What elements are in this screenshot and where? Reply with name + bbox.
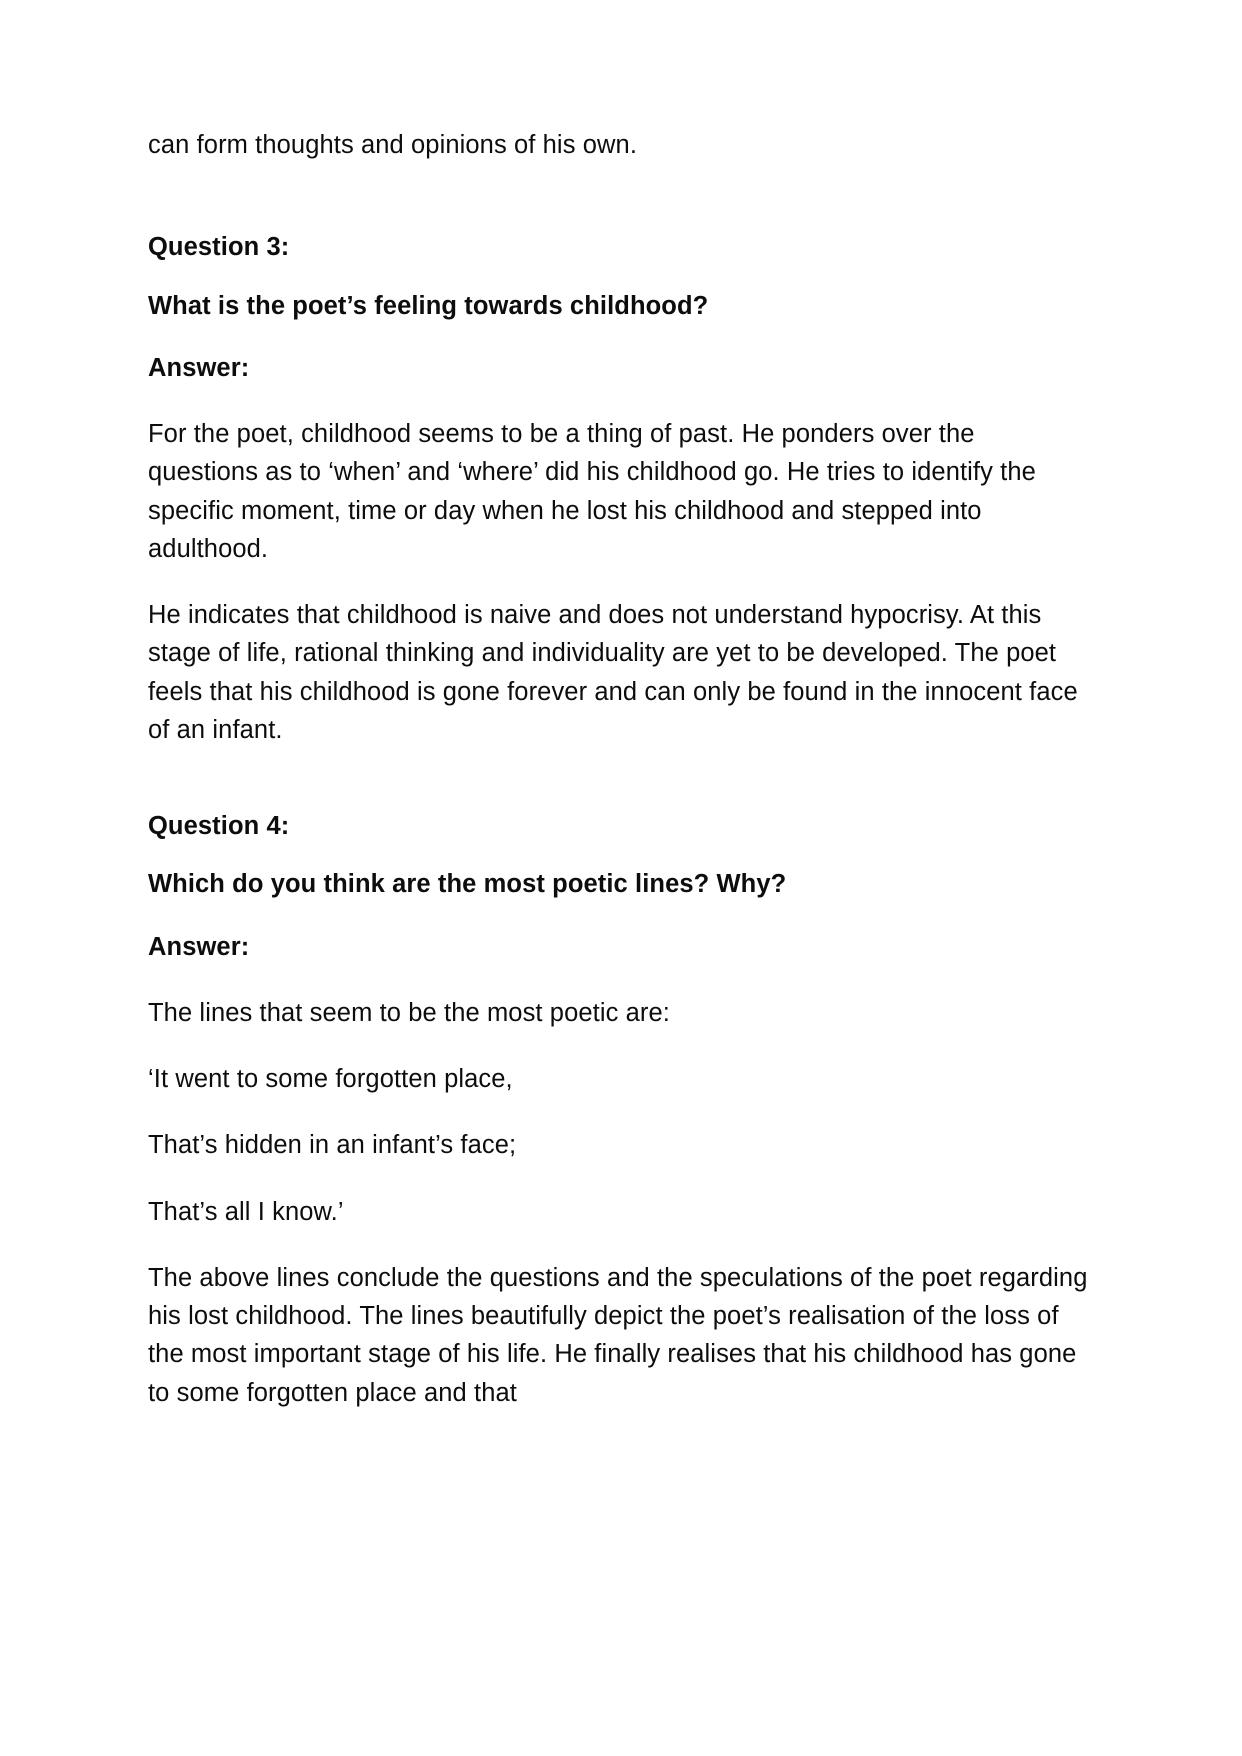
spacer (148, 845, 1088, 865)
question-4-label: Question 4: (148, 812, 290, 840)
spacer (148, 325, 1088, 349)
spacer (148, 966, 1088, 994)
question-3-text: What is the poet’s feeling towards childhood? (148, 291, 709, 320)
spacer (148, 1231, 1088, 1259)
spacer (148, 387, 1088, 415)
quote-line-3: That’s all I know.’ (148, 1197, 344, 1226)
question-4-answer-paragraph: The above lines conclude the questions and the speculations of the poet regarding his lost childhood. The lines beautifully depict the poet’s realisation of the loss of the most important stage of his life. He finally realises that his childhood has gone to some forgotten place and that (148, 1263, 1088, 1407)
spacer (148, 1165, 1088, 1193)
spacer (148, 164, 1088, 228)
question-4-answer-label: Answer: (148, 932, 250, 961)
question-4-answer-intro: The lines that seem to be the most poetic are: (148, 998, 670, 1027)
document-body (148, 126, 1088, 1412)
quote-line-2: That’s hidden in an infant’s face; (148, 1131, 517, 1160)
quote-line-1: ‘It went to some forgotten place, (148, 1065, 513, 1093)
question-3-answer-paragraph-2: He indicates that childhood is naive and does not understand hypocrisy. At this stage of life, rational thinking and individuality are yet to be developed. The poet feels that his childhood is gone forever and can only be found in the innocent face of an infant. (148, 601, 1078, 744)
spacer (148, 568, 1088, 596)
spacer (148, 267, 1088, 287)
question-3-answer-paragraph-1: For the poet, childhood seems to be a thing of past. He ponders over the questions as to ‘when’ and ‘where’ did his childhood go. He tries to identify the specific moment, time or day when he lost his childhood and stepped into adulthood. (148, 420, 1036, 563)
paragraph-continuation: can form thoughts and opinions of his own. (148, 131, 637, 159)
spacer (148, 1032, 1088, 1060)
spacer (148, 1098, 1088, 1126)
spacer (148, 904, 1088, 928)
question-3-answer-label: Answer: (148, 353, 250, 382)
spacer (148, 749, 1088, 807)
question-3-label: Question 3: (148, 233, 290, 262)
question-4-text: Which do you think are the most poetic lines? Why? (148, 870, 787, 899)
